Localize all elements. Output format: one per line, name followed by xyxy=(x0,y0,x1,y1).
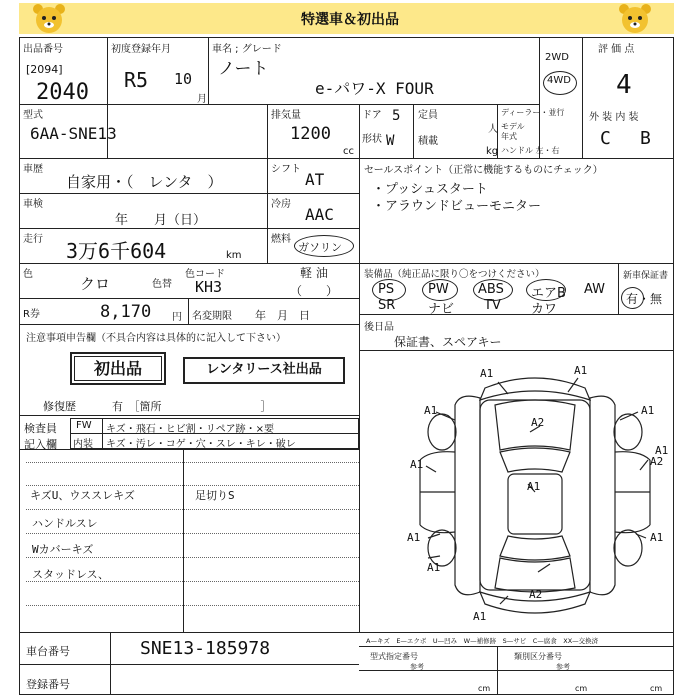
damage-mark: A1 xyxy=(527,480,541,493)
cm-unit-1: cm xyxy=(478,684,491,693)
equip-aw: AW xyxy=(584,282,606,297)
exterior-grade: C xyxy=(600,128,611,149)
repair-label: 修復歴 xyxy=(43,400,76,413)
damage-mark: A1 xyxy=(473,610,487,623)
displacement-value: 1200 xyxy=(290,124,331,144)
lot-small: [2094] xyxy=(26,63,63,76)
lot-label: 出品番号 xyxy=(23,44,63,55)
remark-4: Wカバーキズ xyxy=(32,543,94,556)
load-label: 積載 xyxy=(418,136,438,147)
warranty-circle xyxy=(621,287,644,309)
fuel-paren: （ ） xyxy=(290,284,339,298)
name-change-value: 年 月 日 xyxy=(255,309,310,322)
in-options: キズ・汚レ・コゲ・穴・スレ・キレ・破レ xyxy=(106,439,296,450)
equip-sr: SR xyxy=(378,298,396,313)
equipment-label: 装備品（純正品に限り〇をつけください） xyxy=(364,269,545,280)
doors-value: 5 xyxy=(392,108,401,124)
equip-navi: ナビ xyxy=(428,302,455,317)
color-swap-label: 色替 xyxy=(152,279,172,290)
damage-mark: A2 xyxy=(531,416,545,429)
color-code-label: 色コード xyxy=(185,269,225,280)
equip-ps: PS xyxy=(378,282,395,297)
damage-mark: A1 xyxy=(407,531,421,544)
equip-airbag: エアB xyxy=(531,286,566,301)
fuel-circle xyxy=(294,235,354,257)
after-sale-label: 後日品 xyxy=(364,322,394,333)
remark-3: ハンドルスレ xyxy=(32,517,98,530)
bear-mascot-icon xyxy=(30,3,68,39)
damage-mark: A2 xyxy=(650,455,664,468)
price-unit: 円 xyxy=(172,312,182,323)
fw-label: FW xyxy=(76,420,92,431)
dealer-handle-label: ハンドル 左・右 xyxy=(501,146,560,155)
car-name: ノート xyxy=(218,59,269,79)
mileage-value: 3万6千604 xyxy=(66,239,167,263)
damage-mark: A1 xyxy=(480,367,494,380)
registration-year: R5 xyxy=(124,68,149,92)
first-listing-stamp-text: 初出品 xyxy=(74,356,162,381)
price-value: 8,170 xyxy=(100,302,152,322)
damage-legend: A—キズ E—エクボ U—凹み W—補修跡 S—サビ C—腐食 XX—交換済 xyxy=(366,637,599,645)
shape-value: W xyxy=(386,133,395,149)
displacement-label: 排気量 xyxy=(271,110,301,121)
registration-month: 10 xyxy=(174,70,193,88)
color-value: クロ xyxy=(80,275,111,293)
inspection-label: 車検 xyxy=(23,199,43,210)
capacity-label: 定員 xyxy=(418,110,438,121)
rental-lease-stamp xyxy=(183,357,345,384)
bear-mascot-icon xyxy=(616,3,654,39)
car-name-label: 車名 ; グレード xyxy=(212,44,282,55)
model-designation-ref: 参考 xyxy=(410,663,424,671)
lot-number: 2040 xyxy=(36,80,89,105)
chassis-label: 車台番号 xyxy=(26,645,70,658)
equip-leather: カワ xyxy=(531,302,558,317)
inspector-label-2: 記入欄 xyxy=(24,438,57,451)
damage-mark: A1 xyxy=(641,404,655,417)
capacity-unit: 人 xyxy=(488,124,498,135)
score-label: 評 価 点 xyxy=(598,44,635,55)
load-unit: kg xyxy=(486,146,499,157)
equip-abs: ABS xyxy=(478,282,504,297)
registration-label: 初度登録年月 xyxy=(111,44,171,55)
remark-5: スタッドレス、 xyxy=(32,568,109,581)
fuel-diesel: 軽 油 xyxy=(300,266,328,280)
class-no-ref: 参考 xyxy=(556,663,570,671)
new-warranty-value: 有・無 xyxy=(626,292,663,306)
cm-unit-3: cm xyxy=(650,684,663,693)
ext-int-label: 外 装 内 装 xyxy=(589,112,639,123)
shift-label: シフト xyxy=(271,164,301,175)
equip-circle-airbag xyxy=(526,279,566,301)
cm-unit-2: cm xyxy=(575,684,588,693)
equip-pw: PW xyxy=(428,282,449,297)
interior-grade: B xyxy=(640,128,651,149)
model-value: 6AA-SNE13 xyxy=(30,124,117,143)
shape-label: 形状 xyxy=(362,134,382,145)
name-change-label: 名変期限 xyxy=(192,311,232,322)
doors-label: ドア xyxy=(362,110,382,121)
header-title: 特選車＆初出品 xyxy=(301,12,399,28)
color-code: KH3 xyxy=(195,278,223,296)
score-value: 4 xyxy=(616,70,632,100)
registration-no-label: 登録番号 xyxy=(26,678,70,691)
sales-points-label: セールスポイント（正常に機能するものにチェック） xyxy=(364,165,603,176)
notes-label: 注意事項申告欄（不具合内容は具体的に記入して下さい） xyxy=(26,333,286,344)
fuel-gasoline: ガソリン xyxy=(298,241,342,254)
equip-circle-ps xyxy=(372,279,406,301)
drive-2wd: 2WD xyxy=(545,52,569,63)
damage-mark: A1 xyxy=(650,531,664,544)
fw-options: キズ・飛石・ヒビ割・リペア跡・×要 xyxy=(106,424,274,435)
drive-4wd: 4WD xyxy=(547,75,571,86)
damage-mark: A1 xyxy=(574,364,588,377)
equip-circle-abs xyxy=(473,279,513,301)
model-label: 型式 xyxy=(23,110,43,121)
damage-mark: A1 xyxy=(410,458,424,471)
displacement-unit: cc xyxy=(343,146,354,157)
repair-value: 有 ［箇所 ］ xyxy=(112,400,272,413)
first-listing-stamp xyxy=(70,352,166,385)
equip-circle-pw xyxy=(422,279,458,301)
color-label: 色 xyxy=(23,269,33,280)
damage-mark: A1 xyxy=(655,444,669,457)
shift-value: AT xyxy=(305,170,325,189)
damage-mark: A1 xyxy=(424,404,438,417)
damage-mark: A1 xyxy=(427,561,441,574)
dealer-year-label: 年式 xyxy=(501,132,517,141)
rental-lease-stamp-text: レンタリース社出品 xyxy=(206,362,322,377)
sales-point-1: ・プッシュスタート xyxy=(372,182,488,197)
new-warranty-label: 新車保証書 xyxy=(623,271,669,281)
aircon-value: AAC xyxy=(305,205,334,224)
price-label: R券 xyxy=(23,309,40,320)
fuel-label: 燃料 xyxy=(271,234,291,245)
class-no-label: 類別区分番号 xyxy=(514,652,562,661)
model-designation-label: 型式指定番号 xyxy=(370,652,418,661)
history-label: 車歴 xyxy=(23,164,43,175)
mileage-unit: km xyxy=(226,250,242,261)
chassis-value: SNE13-185978 xyxy=(140,638,271,659)
inspection-value: 年 月（日） xyxy=(115,213,207,228)
registration-month-unit: 月 xyxy=(197,94,207,105)
car-grade: e-パワ-X FOUR xyxy=(315,79,434,98)
equip-tv: TV xyxy=(484,298,501,313)
history-value: 自家用・（ レンタ ） xyxy=(66,173,223,191)
aircon-label: 冷房 xyxy=(271,199,291,210)
dealer-model-label: モデル xyxy=(501,122,525,131)
dealer-label: ディーラー・並行 xyxy=(501,108,565,117)
mileage-label: 走行 xyxy=(23,234,43,245)
damage-mark: A2 xyxy=(529,588,543,601)
remark-1: キズU、ウススレキズ xyxy=(30,489,135,502)
inspector-label-1: 検査員 xyxy=(24,422,57,435)
in-label: 内装 xyxy=(73,439,93,450)
sales-point-2: ・アラウンドビューモニター xyxy=(372,199,542,214)
remark-2: 足切りS xyxy=(195,489,235,502)
after-sale-value: 保証書、スペアキー xyxy=(394,335,502,349)
